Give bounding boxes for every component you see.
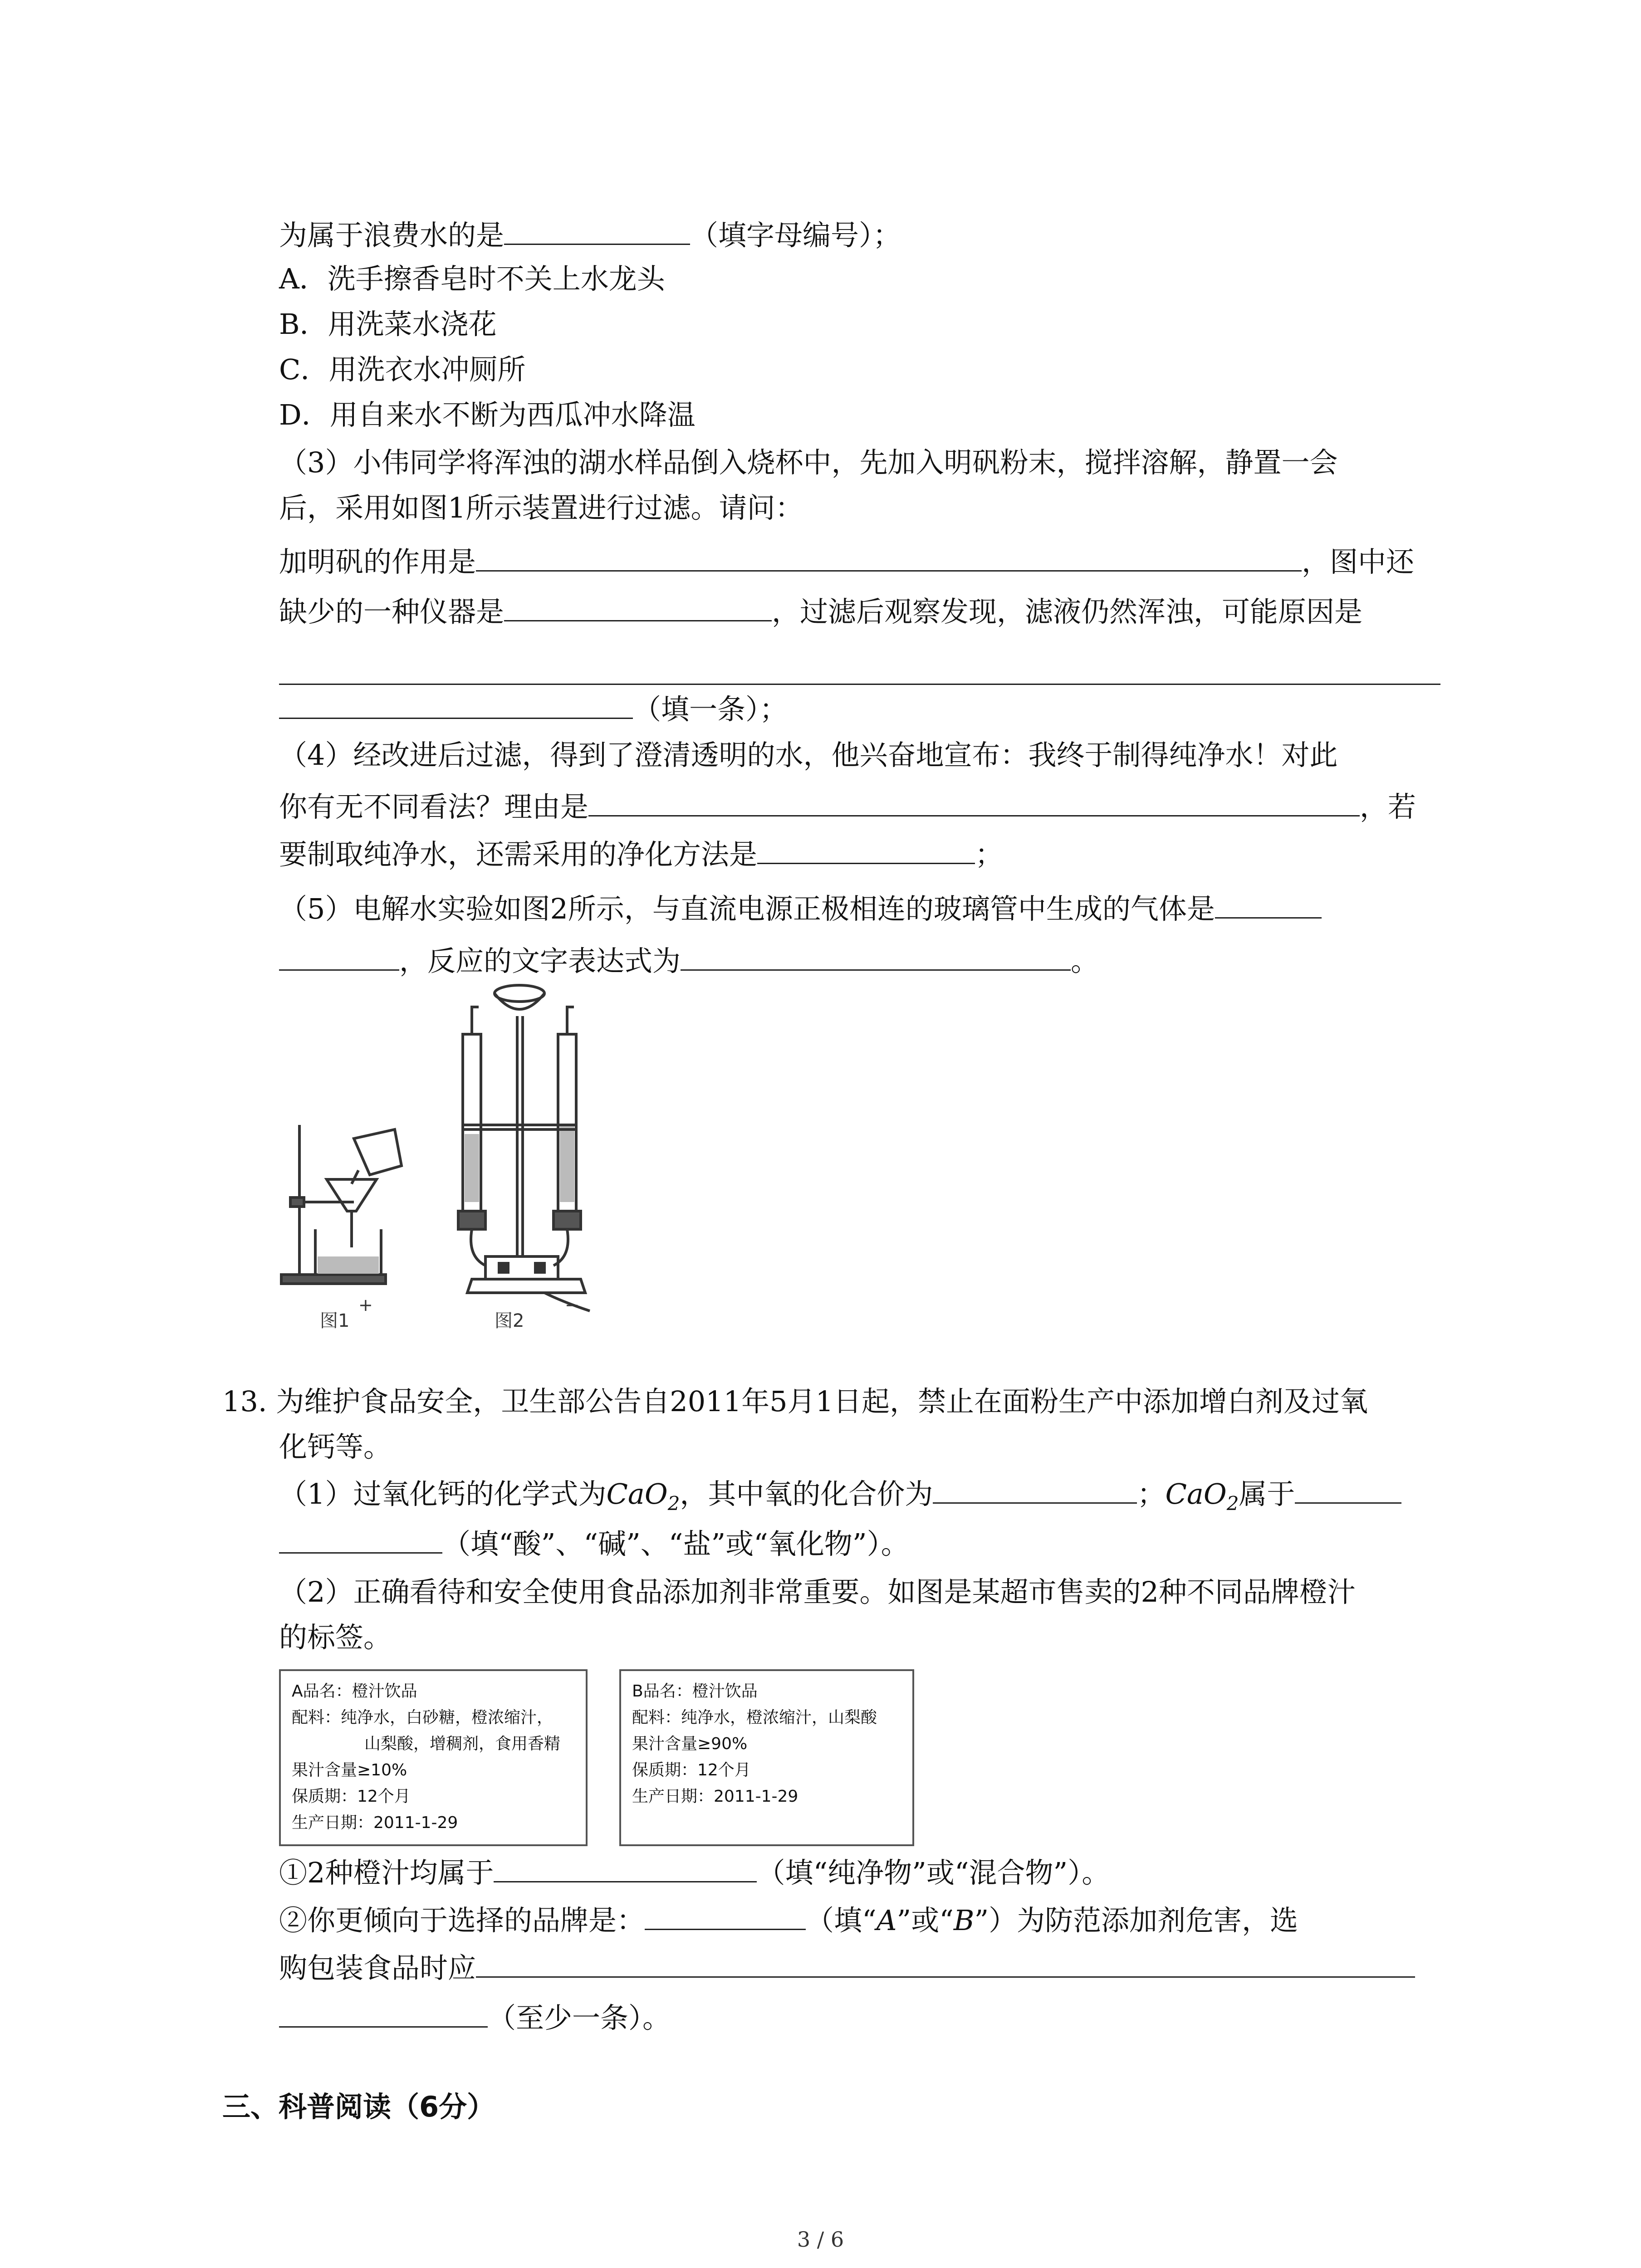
- question-line: [279, 889, 1322, 927]
- question-line: [279, 215, 901, 254]
- text: ”或“: [896, 1904, 954, 1937]
- text: ；: [1137, 1477, 1166, 1510]
- juice-label-b: [619, 1669, 914, 1846]
- text: （填“酸”、“碱”、“盐”或“氧化物”）。: [442, 1527, 909, 1560]
- text: ，若: [1360, 790, 1416, 823]
- question-line: （2）正确看待和安全使用食品添加剂非常重要。如图是某超市售卖的2种不同品牌橙汁: [279, 1575, 1356, 1608]
- label-line: 保质期：12个月: [632, 1761, 751, 1779]
- label-line: 配料：纯净水，白砂糖，橙浓缩汁，: [292, 1708, 554, 1727]
- text: （1）过氧化钙的化学式为: [279, 1477, 607, 1510]
- question-line: （4）经改进后过滤，得到了澄清透明的水，他兴奋地宣布：我终于制得纯净水！对此: [279, 738, 1338, 772]
- text: （填“纯净物”或“混合物”）。: [757, 1856, 1110, 1889]
- option-b: B．用洗菜水浇花: [279, 308, 497, 341]
- answer-blank[interactable]: [476, 1948, 1415, 1978]
- formula: [606, 1477, 680, 1515]
- text: 购包装食品时应: [279, 1951, 476, 1984]
- text: ，图中还: [1302, 545, 1415, 578]
- answer-blank[interactable]: [933, 1474, 1137, 1504]
- option-a: A．洗手擦香皂时不关上水龙头: [279, 262, 665, 295]
- question-line: [279, 941, 1099, 979]
- text: （填“: [806, 1904, 877, 1937]
- juice-label-a: [279, 1669, 588, 1846]
- label-line: B品名：橙汁饮品: [632, 1682, 758, 1701]
- answer-blank[interactable]: [757, 835, 975, 864]
- text: ”）为防范添加剂危害，选: [974, 1904, 1298, 1937]
- page-number: 3 / 6: [797, 2227, 844, 2252]
- question-line: 后，采用如图1所示装置进行过滤。请问：: [279, 491, 803, 524]
- question-line: [279, 835, 1003, 873]
- answer-blank[interactable]: [681, 941, 1071, 971]
- question-line: 化钙等。: [279, 1430, 392, 1463]
- text: ，其中氧的化合价为: [680, 1477, 933, 1510]
- answer-blank[interactable]: [476, 542, 1302, 572]
- answer-blank[interactable]: [279, 941, 399, 971]
- text: 缺少的一种仪器是: [279, 595, 505, 628]
- label-line: 山梨酸，增稠剂，食用香精: [364, 1735, 561, 1753]
- answer-blank[interactable]: [279, 689, 633, 719]
- brand-letter: B: [953, 1904, 975, 1937]
- question-line: [279, 1853, 1110, 1891]
- figure-2-caption: 图2: [495, 1310, 524, 1331]
- text: （至少一条）。: [488, 2001, 671, 2034]
- answer-blank[interactable]: [279, 655, 1440, 685]
- question-line: [279, 1474, 1401, 1522]
- section-heading: 三、科普阅读（6分）: [222, 2090, 495, 2123]
- formula-base: CaO: [1165, 1477, 1227, 1510]
- answer-blank[interactable]: [504, 592, 772, 621]
- option-d: D．用自来水不断为西瓜冲水降温: [279, 398, 696, 431]
- text: 属于: [1239, 1477, 1295, 1510]
- brand-letter: A: [876, 1904, 897, 1937]
- answer-blank[interactable]: [279, 1524, 442, 1554]
- answer-blank[interactable]: [504, 215, 690, 245]
- answer-blank[interactable]: [279, 1998, 488, 2028]
- answer-blank[interactable]: [1215, 889, 1322, 919]
- formula-subscript: 2: [667, 1492, 680, 1515]
- label-line: 生产日期：2011-1-29: [292, 1813, 458, 1832]
- question-line: [279, 1998, 671, 2036]
- question-line: （3）小伟同学将浑浊的湖水样品倒入烧杯中，先加入明矾粉末，搅拌溶解，静置一会: [279, 446, 1338, 479]
- formula-base: CaO: [606, 1477, 668, 1510]
- option-c: C．用洗衣水冲厕所: [279, 353, 526, 386]
- question-line: [279, 1524, 909, 1562]
- text: （填字母编号）；: [690, 219, 901, 252]
- electrolysis-apparatus-icon: [458, 985, 590, 1311]
- text: 要制取纯净水，还需采用的净化方法是: [279, 838, 758, 871]
- figure-1-caption: 图1: [320, 1310, 350, 1331]
- question-line: [279, 1948, 1415, 1986]
- label-line: 果汁含量≥90%: [632, 1735, 748, 1753]
- minus-label: −: [565, 1295, 579, 1315]
- text: ，过滤后观察发现，滤液仍然浑浊，可能原因是: [772, 595, 1363, 628]
- text: 。: [1071, 944, 1099, 978]
- plus-label: +: [358, 1295, 373, 1315]
- label-line: A品名：橙汁饮品: [292, 1682, 417, 1701]
- question-line: [279, 689, 788, 728]
- answer-blank[interactable]: [588, 787, 1360, 816]
- label-line: 生产日期：2011-1-29: [632, 1787, 798, 1806]
- answer-blank[interactable]: [494, 1853, 757, 1882]
- question-13: 13. 为维护食品安全，卫生部公告自2011年5月1日起，禁止在面粉生产中添加增白剂及过氧: [222, 1385, 1368, 1418]
- experiment-figures: [272, 975, 726, 1338]
- text: ①2种橙汁均属于: [279, 1856, 494, 1889]
- question-line: 的标签。: [279, 1621, 392, 1654]
- label-line: 果汁含量≥10%: [292, 1761, 407, 1779]
- text: （填一条）；: [633, 693, 788, 726]
- formula: [1165, 1477, 1239, 1515]
- filtration-apparatus-icon: [281, 1125, 402, 1284]
- label-line: 保质期：12个月: [292, 1787, 411, 1806]
- text: 为属于浪费水的是: [279, 219, 505, 252]
- text: ②你更倾向于选择的品牌是：: [279, 1904, 645, 1937]
- answer-blank[interactable]: [645, 1901, 806, 1930]
- text: （5）电解水实验如图2所示，与直流电源正极相连的玻璃管中生成的气体是: [279, 892, 1215, 925]
- answer-blank[interactable]: [1295, 1474, 1401, 1504]
- formula-subscript: 2: [1226, 1492, 1239, 1515]
- text: 加明矾的作用是: [279, 545, 476, 578]
- question-line: [279, 592, 1362, 630]
- question-line: [279, 787, 1416, 825]
- text: 你有无不同看法？理由是: [279, 790, 589, 823]
- text: ，反应的文字表达式为: [399, 944, 681, 978]
- question-line: [279, 542, 1414, 580]
- label-line: 配料：纯净水，橙浓缩汁，山梨酸: [632, 1708, 877, 1727]
- text: ；: [975, 838, 1004, 871]
- question-line: [279, 1901, 1298, 1939]
